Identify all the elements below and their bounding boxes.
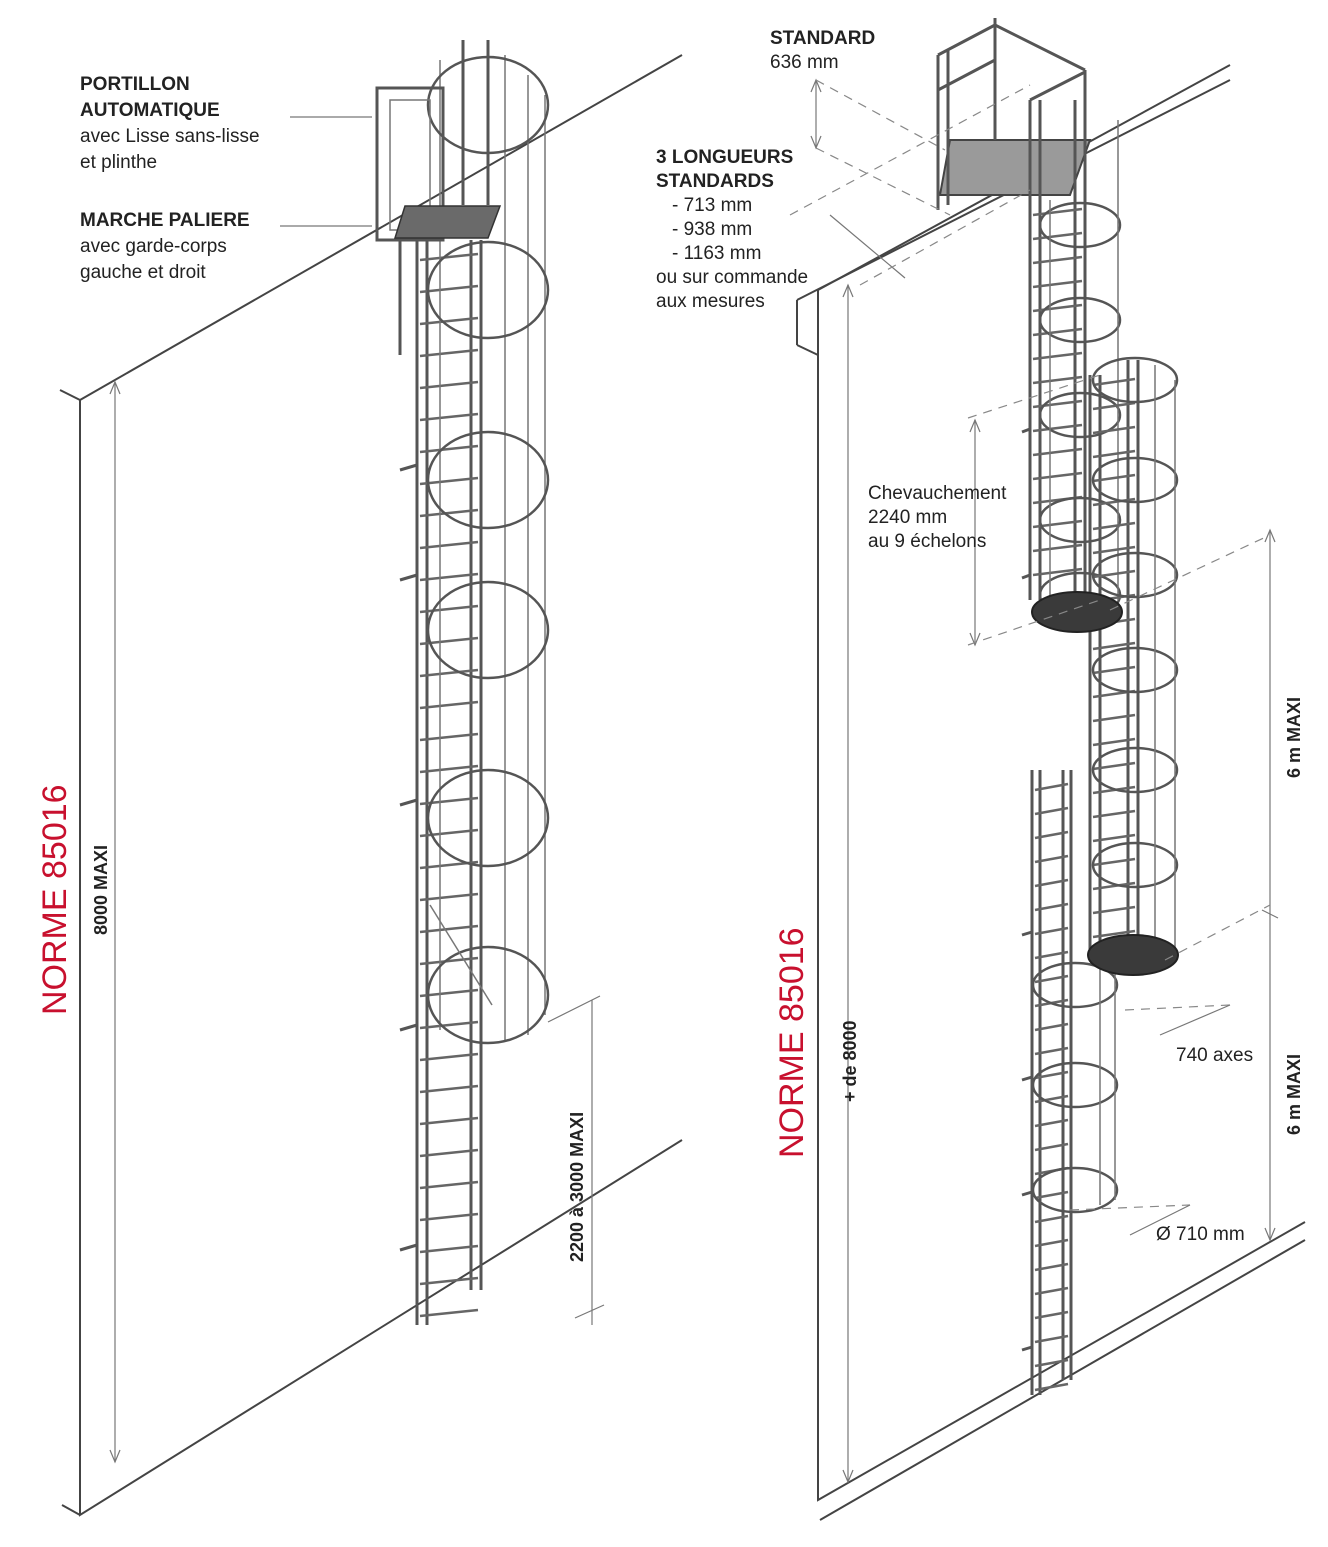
cage-hoop <box>428 947 548 1043</box>
portillon-desc-line2: et plinthe <box>80 152 158 173</box>
ladder-rung <box>420 1022 478 1028</box>
left-ladder-rungs <box>420 254 478 1316</box>
marche-title: MARCHE PALIERE <box>80 210 250 231</box>
portillon-desc-line1: avec Lisse sans-lisse <box>80 126 260 147</box>
right-rest-platforms <box>1032 592 1178 975</box>
ladder-rung <box>420 606 478 612</box>
longueurs-title-line1: 3 LONGUEURS <box>656 147 794 168</box>
left-norme-label: NORME 85016 <box>36 784 74 1015</box>
longueurs-label <box>656 147 808 312</box>
portillon-label <box>80 74 260 173</box>
standard-title: STANDARD <box>770 28 876 49</box>
right-norme-label: NORME 85016 <box>773 927 811 1158</box>
right-upper-cage-hoops <box>1040 203 1120 617</box>
ladder-rung <box>420 1118 478 1124</box>
lower-max-label: 6 m MAXI <box>1284 1053 1304 1135</box>
longueurs-item-1: - 713 mm <box>672 195 753 216</box>
cage-hoop <box>428 432 548 528</box>
ladder-rung <box>420 1054 478 1060</box>
standard-label <box>770 28 875 73</box>
ladder-rung <box>420 446 478 452</box>
ladder-rung <box>420 1246 478 1252</box>
axes-label: 740 axes <box>1176 1045 1254 1066</box>
portillon-title-line1: PORTILLON <box>80 74 190 95</box>
right-middle-ladder <box>1090 358 1177 955</box>
ladder-rung <box>420 1086 478 1092</box>
marche-desc-line2: gauche et droit <box>80 262 206 283</box>
cage-hoop <box>1093 843 1177 887</box>
ladder-rung <box>420 1182 478 1188</box>
ladder-rung <box>420 702 478 708</box>
ladder-rung <box>420 1278 478 1284</box>
right-wall <box>797 65 1305 1520</box>
right-dimension-lines <box>790 80 1278 1240</box>
cage-hoop <box>428 582 548 678</box>
chevauchement-label <box>868 483 1007 552</box>
marche-label <box>80 210 250 283</box>
right-platform <box>938 18 1090 210</box>
chevauchement-note: au 9 échelons <box>868 531 987 552</box>
chevauchement-title: Chevauchement <box>868 483 1007 504</box>
cage-hoop <box>428 770 548 866</box>
ladder-rung <box>420 894 478 900</box>
cage-hoop <box>1093 748 1177 792</box>
longueurs-title-line2: STANDARDS <box>656 171 774 192</box>
ladder-rung <box>420 414 478 420</box>
cage-hoop <box>1033 1063 1117 1107</box>
right-lower-cage-hoops <box>1033 963 1117 1212</box>
ladder-rung <box>420 1310 478 1316</box>
ladder-rung <box>420 734 478 740</box>
longueurs-note-line1: ou sur commande <box>656 267 809 288</box>
marche-desc-line1: avec garde-corps <box>80 236 227 257</box>
left-height-dimension <box>110 382 120 1462</box>
diameter-label: Ø 710 mm <box>1156 1224 1245 1245</box>
right-height-label: + de 8000 <box>840 1020 860 1102</box>
ladder-rung <box>420 318 478 324</box>
portillon-title-line2: AUTOMATIQUE <box>80 100 220 121</box>
ladder-rung <box>420 574 478 580</box>
ladder-rung <box>420 382 478 388</box>
ladder-rung <box>420 1214 478 1220</box>
standard-value: 636 mm <box>770 52 839 73</box>
ladder-rung <box>420 830 478 836</box>
cage-hoop <box>1033 1168 1117 1212</box>
left-base-label: 2200 à 3000 MAXI <box>567 1111 587 1262</box>
ladder-rung <box>420 798 478 804</box>
upper-max-label: 6 m MAXI <box>1284 696 1304 778</box>
ladder-rung <box>420 542 478 548</box>
left-height-label: 8000 MAXI <box>91 844 111 935</box>
longueurs-note-line2: aux mesures <box>656 291 765 312</box>
right-height-dimension <box>843 285 853 1482</box>
chevauchement-value: 2240 mm <box>868 507 948 528</box>
ladder-rung <box>420 350 478 356</box>
longueurs-item-3: - 1163 mm <box>672 243 762 264</box>
ladder-rung <box>420 926 478 932</box>
ladder-rung <box>420 1150 478 1156</box>
longueurs-item-2: - 938 mm <box>672 219 753 240</box>
